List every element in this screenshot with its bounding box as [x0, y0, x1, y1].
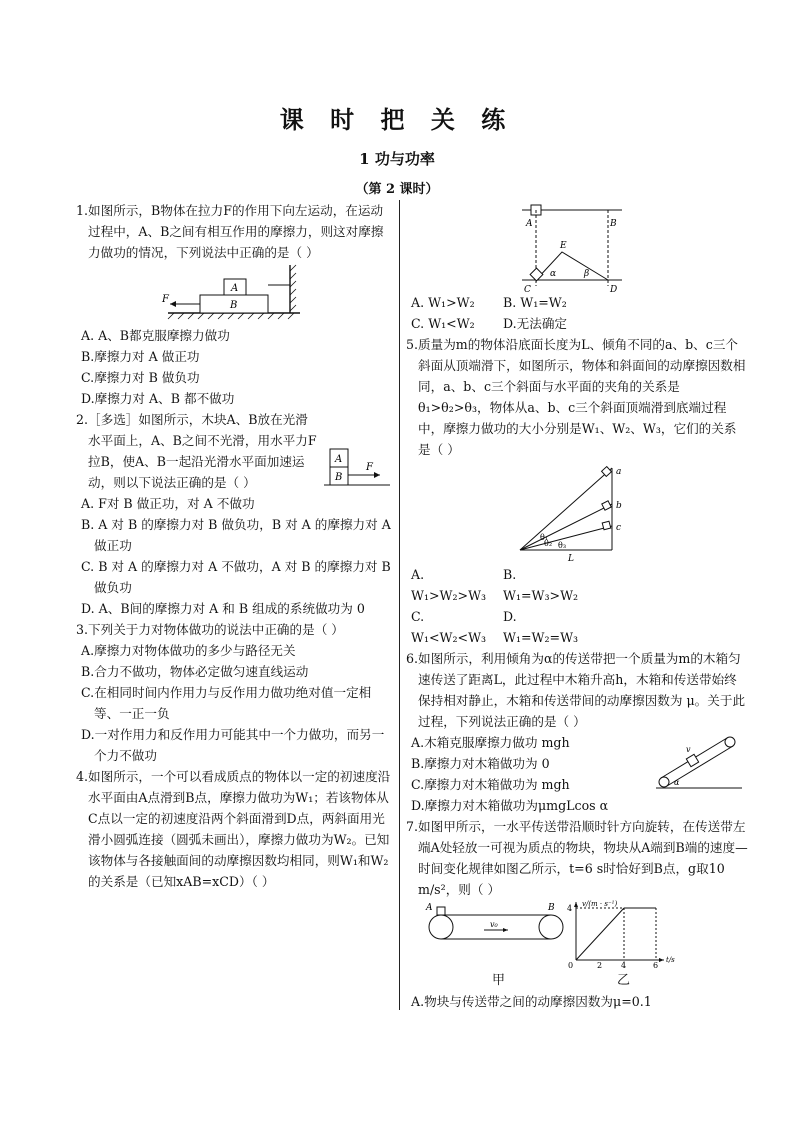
fig1-label-f: F [162, 294, 169, 305]
fig1-label-b: B [230, 300, 238, 311]
right-column [406, 200, 748, 1012]
question-6-figure [652, 734, 744, 796]
fig7-tick-x0: 0 [568, 961, 574, 970]
q5-option-b: B. W₁=W₃>W₂ [503, 567, 579, 603]
q4-option-c: C. W₁<W₂ [411, 316, 475, 331]
q2-option-c: C. B 对 A 的摩擦力对 A 不做功，A 对 B 的摩擦力对 B 做负功 [81, 559, 391, 595]
q3-option-d: D.一对作用力和反作用力可能其中一个力做功，而另一个力不做功 [81, 727, 385, 763]
question-2-figure [324, 447, 390, 495]
q3-option-a: A.摩擦力对物体做功的多少与路径无关 [81, 643, 296, 658]
question-2-block [76, 409, 394, 493]
q1-option-d: D.摩擦力对 A、B 都不做功 [81, 391, 235, 406]
fig5-label-theta1: θ₁ [540, 533, 549, 542]
q5-option-a: A. W₁>W₂>W₃ [411, 567, 487, 603]
fig2-label-b: B [335, 472, 343, 483]
q7-caption-yi: 乙 [616, 973, 630, 988]
q6-option-b: B.摩擦力对木箱做功为 0 [411, 756, 550, 771]
q2-option-b: B. A 对 B 的摩擦力对 B 做负功，B 对 A 的摩擦力对 A 做正功 [81, 517, 391, 553]
fig4-label-b: B [610, 219, 617, 229]
fig5-label-l: L [568, 554, 574, 564]
q4-options-row-1 [406, 292, 748, 313]
fig7-tick-x6: 6 [653, 961, 659, 970]
q6-option-a: A.木箱克服摩擦力做功 mgh [411, 735, 570, 750]
fig7-axis-y-label: v/(m · s⁻¹) [582, 900, 618, 908]
q6-option-d: D.摩擦力对木箱做功为μmgLcos α [411, 798, 609, 813]
q4-option-a: A. W₁>W₂ [411, 295, 475, 310]
fig4-label-a: A [526, 219, 533, 229]
q2-option-d: D. A、B间的摩擦力对 A 和 B 组成的系统做功为 0 [81, 601, 365, 616]
q1-option-a: A. A、B都克服摩擦力做功 [81, 328, 230, 343]
fig7-label-a: A [426, 903, 433, 913]
question-4-stem: 4.如图所示，一个可以看成质点的物体以一定的初速度沿水平面由A点滑到B点，摩擦力做功为W₁；若该物体从C点以一定的初速度沿两个斜面滑到D点，两斜面用光滑小圆弧连接（圆弧未画出），摩擦力做功为W₂。已知该物体与各接触面间的动摩擦因数均相同，则W₁和W₂的关系是（已知xAB=xCD）（ ） [76, 769, 391, 889]
fig7-label-b: B [548, 903, 555, 913]
fig4-label-d: D [610, 285, 618, 292]
fig2-label-a: A [335, 454, 343, 465]
q5-option-d: D. W₁=W₂=W₃ [503, 609, 579, 645]
fig4-label-e: E [560, 241, 567, 251]
fig7-axis-x-label: t/s [666, 956, 675, 964]
lesson-label: （第 2 课时） [355, 182, 439, 197]
fig7-tick-y4: 4 [567, 904, 573, 913]
fig7-tick-x4: 4 [621, 961, 627, 970]
column-divider [399, 200, 400, 1010]
page-title: 课 时 把 关 练 [279, 105, 515, 134]
fig2-label-f: F [366, 462, 373, 473]
question-5-stem: 5.质量为m的物体沿底面长度为L、倾角不同的a、b、c三个斜面从顶端滑下，如图所示，物体和斜面间的动摩擦因数相同，a、b、c三个斜面与水平面的夹角的关系是 θ₁>θ₂>θ₃，物体从a、b、c三个斜面顶端滑到底端过程中，摩擦力做功的大小分别是W₁、W₂、W₃，它们的关系是（ ） [406, 337, 746, 457]
q3-option-b: B.合力不做功，物体必定做匀速直线运动 [81, 664, 309, 679]
q5-options-row-2 [406, 606, 748, 648]
q4-option-d: D.无法确定 [503, 316, 568, 331]
fig5-label-theta3: θ₃ [558, 541, 567, 550]
fig5-label-c: c [616, 523, 622, 533]
q5-option-c: C. W₁<W₂<W₃ [411, 609, 487, 645]
fig5-label-b: b [616, 501, 622, 511]
fig7-tick-x2: 2 [597, 961, 603, 970]
question-1-stem: 1.如图所示，B物体在拉力F的作用下向左运动，在运动过程中，A、B之间有相互作用的摩擦力，则这对摩擦力做功的情况，下列说法中正确的是（ ） [76, 203, 384, 260]
question-4-figure [522, 200, 632, 292]
fig4-label-alpha: α [550, 269, 557, 279]
left-column [76, 200, 394, 892]
q4-options-row-2 [406, 313, 748, 334]
fig7-label-v0: v₀ [490, 920, 498, 929]
question-7-figure [424, 900, 694, 970]
fig4-label-beta: β [584, 269, 590, 279]
fig6-label-v: v [686, 745, 691, 754]
q7-caption-jia: 甲 [491, 973, 505, 988]
question-6-stem: 6.如图所示，利用倾角为α的传送带把一个质量为m的木箱匀速传送了距离L，此过程中木箱升高h，木箱和传送带始终保持相对静止，木箱和传送带间的动摩擦因数为 μ。关于此过程，下列说法正确的是（ ） [406, 651, 746, 729]
question-1-figure [160, 263, 310, 325]
q4-option-b: B. W₁=W₂ [503, 295, 567, 310]
q1-option-c: C.摩擦力对 B 做负功 [81, 370, 200, 385]
fig6-label-alpha: α [674, 778, 680, 787]
fig5-label-theta2: θ₂ [544, 539, 553, 548]
question-7-stem: 7.如图甲所示，一水平传送带沿顺时针方向旋转，在传送带左端A处轻放一可视为质点的物块，物块从A端到B端的速度—时间变化规律如图乙所示，t=6 s时恰好到B点，g取10 m/s²，则（ ） [406, 819, 748, 897]
q3-option-c: C.在相同时间内作用力与反作用力做功绝对值一定相等、一正一负 [81, 685, 372, 721]
q6-option-c: C.摩擦力对木箱做功为 mgh [411, 777, 570, 792]
section-title: 1 功与功率 [359, 150, 435, 168]
fig5-label-a: a [616, 467, 622, 477]
question-5-figure [512, 460, 642, 564]
q7-option-a: A.物块与传送带之间的动摩擦因数为μ=0.1 [411, 994, 652, 1009]
q7-figure-captions [436, 970, 686, 991]
question-3-stem: 3.下列关于力对物体做功的说法中正确的是（ ） [76, 622, 344, 637]
fig1-label-a: A [231, 283, 239, 294]
q2-option-a: A. F对 B 做正功，对 A 不做功 [81, 496, 255, 511]
q5-options-row-1 [406, 564, 748, 606]
q1-option-b: B.摩擦力对 A 做正功 [81, 349, 200, 364]
fig4-label-c: C [524, 285, 531, 292]
question-2-stem: 2.［多选］如图所示，木块A、B放在光滑水平面上，A、B之间不光滑，用水平力F拉B，使A、B一起沿光滑水平面加速运动，则以下说法正确的是（ ） [76, 412, 317, 490]
question-6-options [406, 732, 748, 816]
